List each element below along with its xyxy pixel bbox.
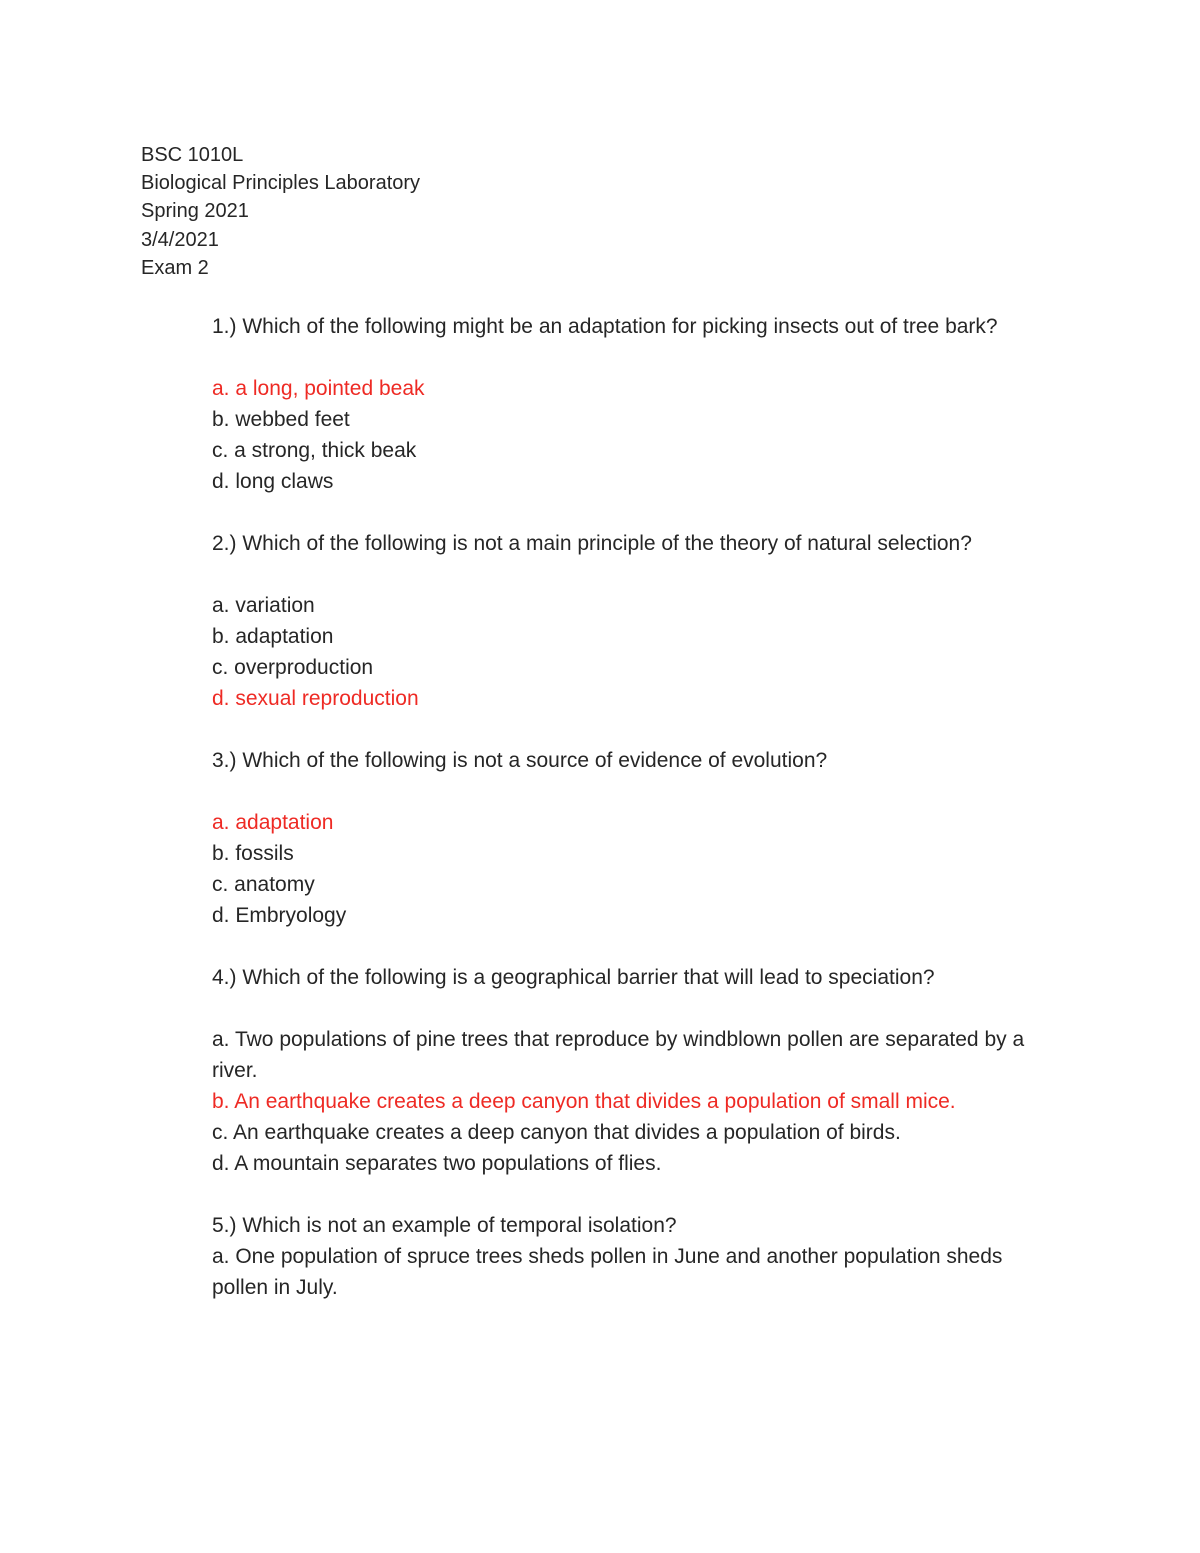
- question-1: [212, 311, 1062, 497]
- exam-date: 3/4/2021: [141, 228, 219, 251]
- question-text: 1.) Which of the following might be an adaptation for picking insects out of tree bark?: [212, 315, 998, 338]
- answer-option: a. Two populations of pine trees that reproduce by windblown pollen are separated by a river.: [212, 1028, 1025, 1082]
- answer-option: d. Embryology: [212, 904, 347, 927]
- question-text: 4.) Which of the following is a geographical barrier that will lead to speciation?: [212, 966, 935, 989]
- course-code: BSC 1010L: [141, 144, 244, 166]
- question-4: [212, 962, 1062, 1179]
- term: Spring 2021: [141, 200, 249, 223]
- answer-option: d. long claws: [212, 470, 334, 493]
- question-2: [212, 528, 1062, 714]
- answer-option: c. a strong, thick beak: [212, 439, 417, 462]
- answer-option: a. a long, pointed beak: [212, 377, 425, 400]
- answer-option: d. sexual reproduction: [212, 687, 419, 710]
- answer-options: [212, 1024, 1062, 1179]
- question-text: 2.) Which of the following is not a main principle of the theory of natural selection?: [212, 532, 972, 555]
- answer-options: [212, 590, 1062, 714]
- answer-options: [212, 1241, 1062, 1303]
- exam-title: Exam 2: [141, 256, 209, 279]
- answer-option: a. One population of spruce trees sheds pollen in June and another population sheds pollen in July.: [212, 1245, 1003, 1299]
- answer-option: b. fossils: [212, 842, 294, 865]
- question-list: [212, 311, 1062, 1303]
- answer-option: c. anatomy: [212, 873, 315, 896]
- document-header: [141, 141, 420, 282]
- answer-option: b. adaptation: [212, 625, 334, 648]
- course-name: Biological Principles Laboratory: [141, 172, 421, 195]
- answer-option: d. A mountain separates two populations of flies.: [212, 1152, 662, 1175]
- question-3: [212, 745, 1062, 931]
- question-text: 5.) Which is not an example of temporal isolation?: [212, 1214, 677, 1237]
- answer-option: a. variation: [212, 594, 315, 617]
- answer-option: c. overproduction: [212, 656, 374, 679]
- question-text: 3.) Which of the following is not a source of evidence of evolution?: [212, 749, 828, 772]
- question-5: [212, 1210, 1062, 1303]
- answer-option: c. An earthquake creates a deep canyon that divides a population of birds.: [212, 1121, 901, 1144]
- answer-option: a. adaptation: [212, 811, 334, 834]
- answer-options: [212, 373, 1062, 497]
- answer-option: b. webbed feet: [212, 408, 350, 431]
- answer-options: [212, 807, 1062, 931]
- answer-option: b. An earthquake creates a deep canyon that divides a population of small mice.: [212, 1090, 956, 1113]
